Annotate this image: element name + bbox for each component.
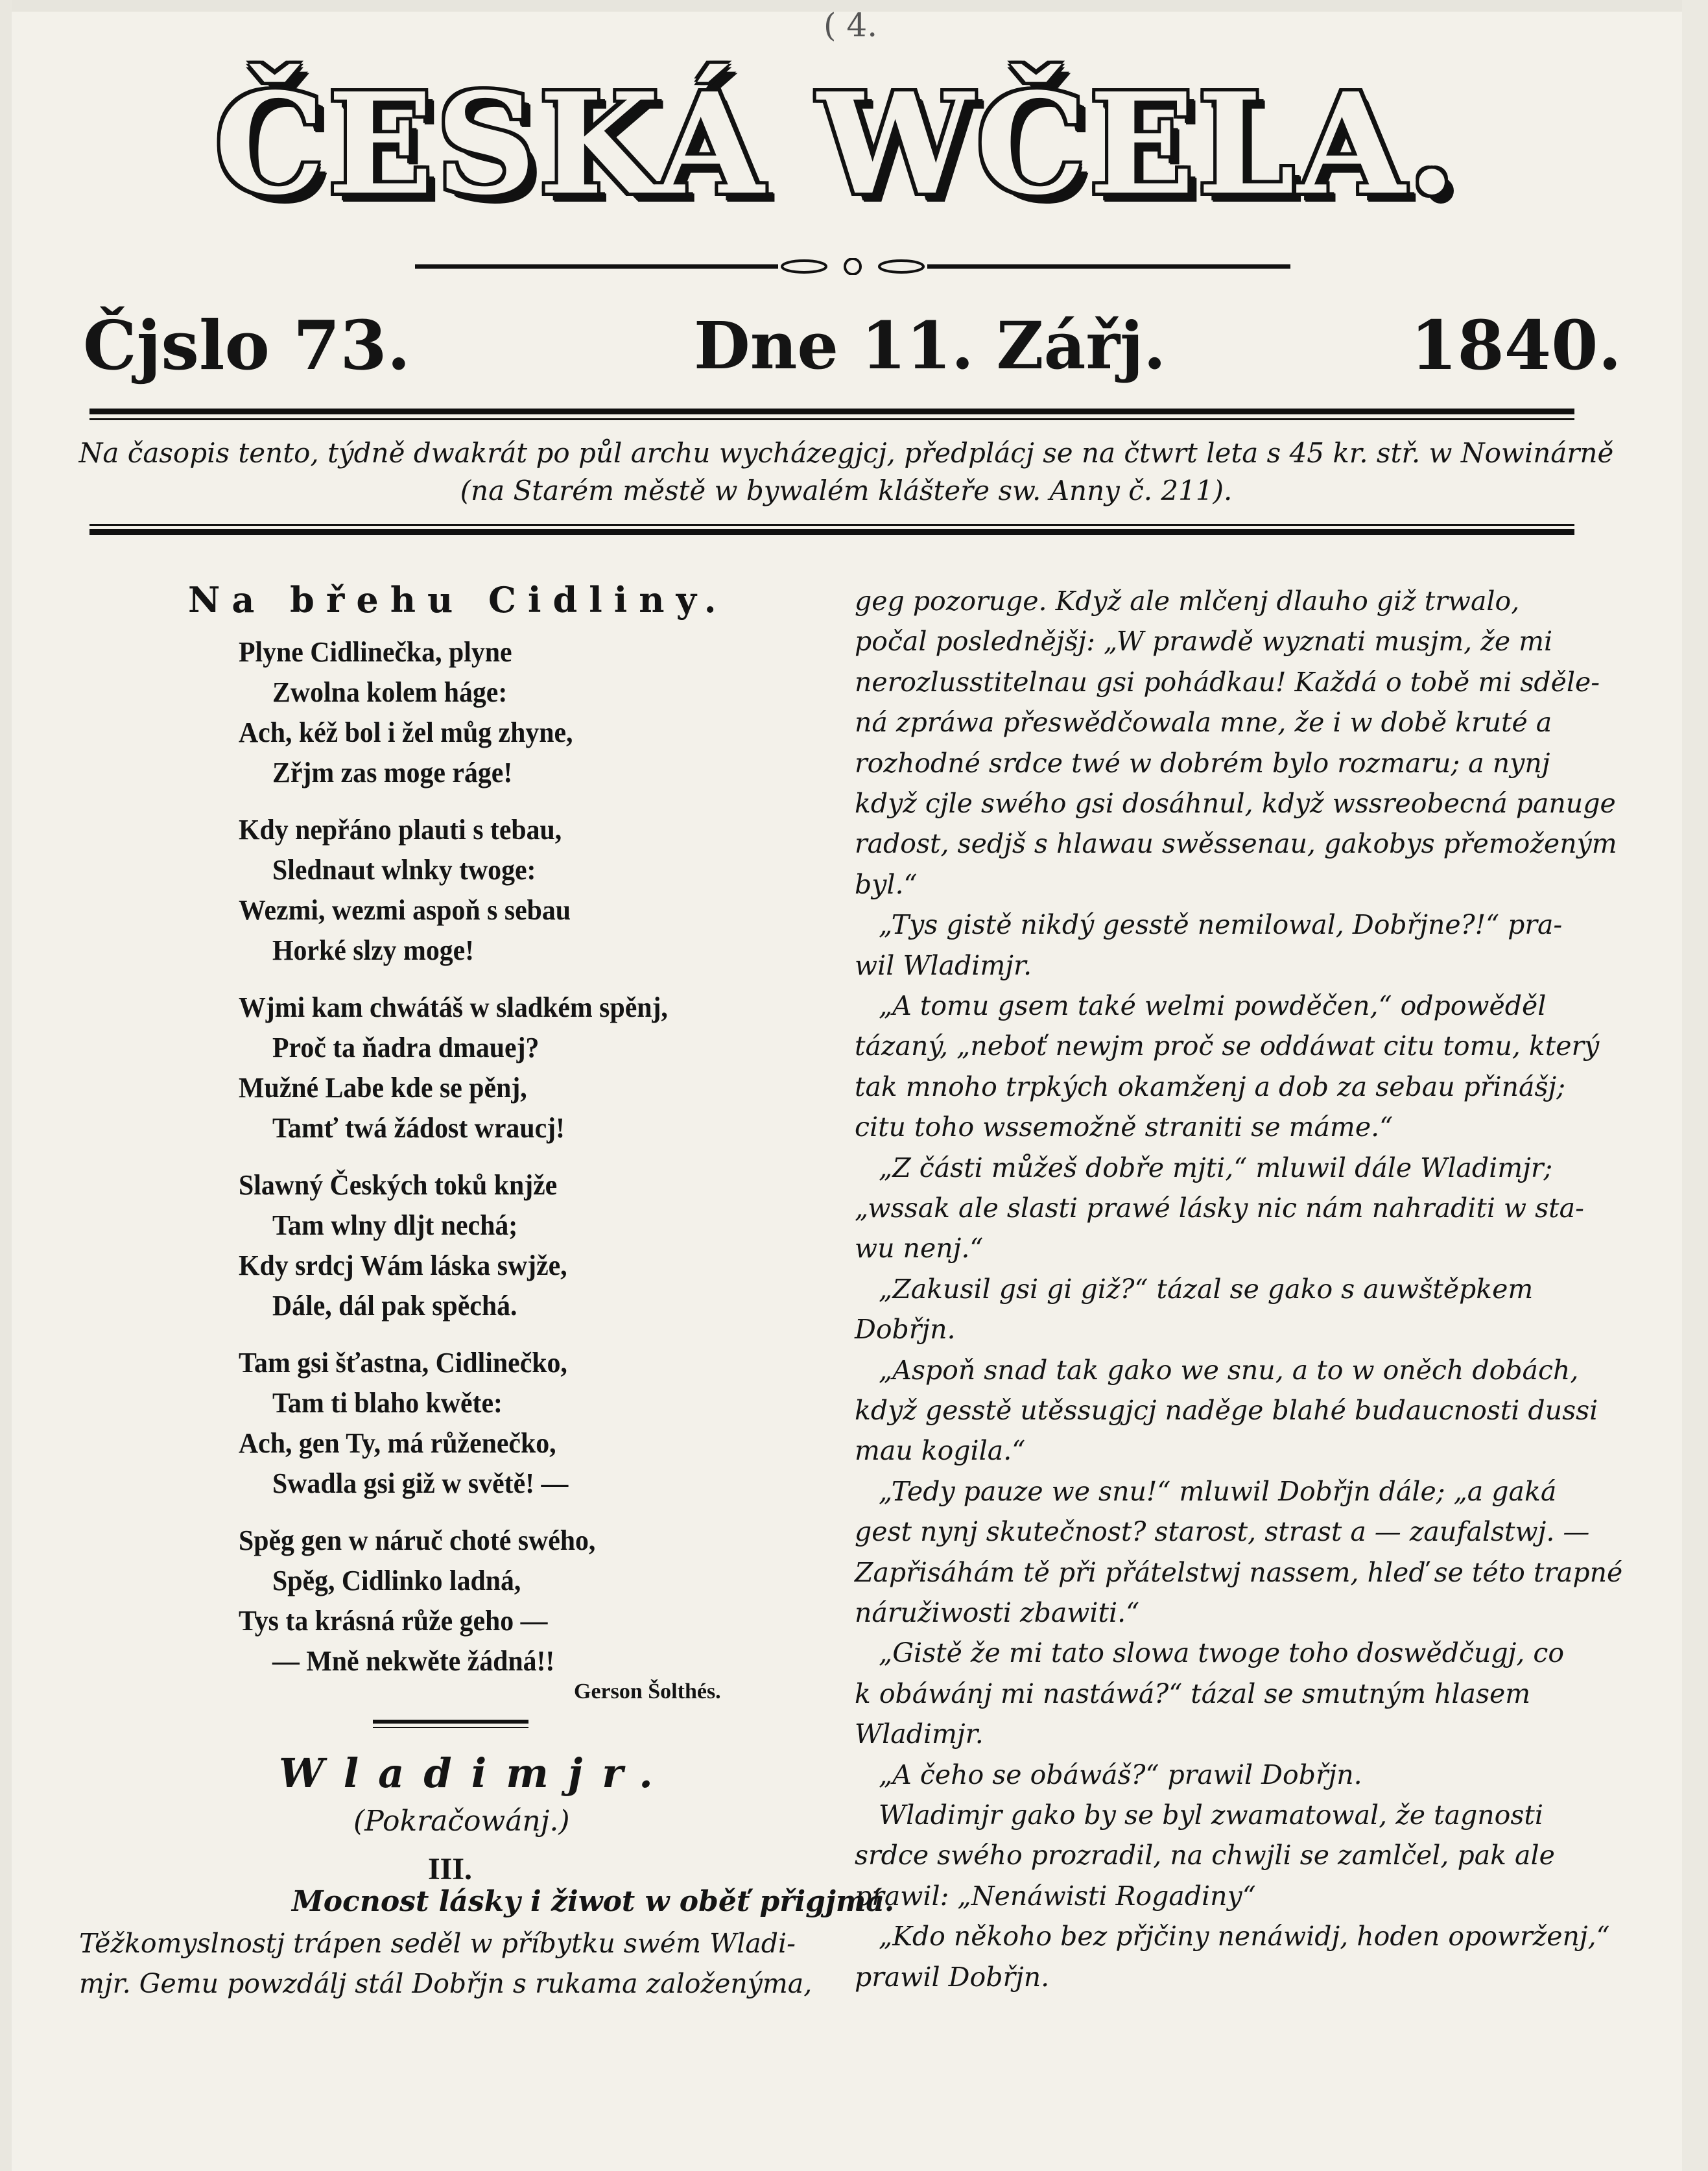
story-right-line: Zapřisáhám tě při přátelstwj nassem, hleď se této trapné — [855, 1557, 1623, 1588]
story-right-line: počal poslednějšj: „W prawdě wyznati musjm, že mi — [855, 626, 1553, 657]
poem-line: Tys ta krásná růže geho — — [239, 1605, 548, 1637]
story-right-line: „Zakusil gsi gi giž?“ tázal se gako s auwštěpkem — [879, 1274, 1534, 1305]
scan-edge-right — [1682, 0, 1708, 2171]
story-right-line: citu toho wssemožně straniti se máme.“ — [855, 1111, 1394, 1143]
poem-line: Mužné Labe kde se pěnj, — [239, 1072, 527, 1104]
rule-mid-thin — [89, 524, 1574, 526]
story-right-line: Wladimjr gako by se byl zwamatowal, že tagnosti — [879, 1799, 1543, 1831]
story-right-line: wu nenj.“ — [855, 1233, 984, 1264]
poem-line: Ach, kéž bol i žel můg zhyne, — [239, 717, 573, 748]
poem-line: Zwolna kolem háge: — [272, 676, 508, 708]
story-left-line-1: Těžkomyslnostj trápen seděl w příbytku swém Wladi- — [79, 1928, 796, 1959]
poem-line: Swadla gsi giž w světě! — — [272, 1467, 569, 1499]
poem-line: Slawný Českých toků knjže — [239, 1169, 558, 1201]
story-right-line: byl.“ — [855, 869, 918, 900]
poem-line: Proč ta ňadra dmauej? — [272, 1032, 540, 1063]
poem-line: Zřjm zas moge ráge! — [272, 757, 513, 789]
poem-line: Kdy nepřáno plauti s tebau, — [239, 814, 562, 846]
rule-mid-thick — [89, 529, 1574, 535]
story-right-line: „A tomu gsem také welmi powděčen,“ odpowěděl — [879, 990, 1547, 1021]
poem-line: — Mně nekwěte žádná!! — [272, 1645, 555, 1677]
section-divider-thin — [373, 1727, 528, 1728]
story-right-line: „wssak ale slasti prawé lásky nic nám nahraditi w sta- — [855, 1192, 1584, 1224]
issue-year: 1840. — [1410, 305, 1622, 385]
story-title: Wladimjr. — [279, 1750, 672, 1797]
poem-line: Horké slzy moge! — [272, 934, 475, 966]
poem-title: Na břehu Cidliny. — [188, 579, 728, 621]
story-right-line: „Aspoň snad tak gako we snu, a to w oněch dobách, — [879, 1355, 1579, 1386]
story-continued: (Pokračowánj.) — [353, 1805, 570, 1838]
story-right-line: prawil: „Nenáwisti Rogadiny“ — [855, 1880, 1256, 1912]
poem-line: Spěg gen w náruč choté swého, — [239, 1524, 596, 1556]
story-right-line: „Kdo někoho bez přjčiny nenáwidj, hoden opowrženj,“ — [879, 1921, 1610, 1952]
masthead-ornament — [415, 258, 1290, 275]
page-mark: ( 4. — [824, 6, 878, 44]
story-right-line: radost, sedjš s hlawau swěssenau, gakobys přemoženým — [855, 828, 1617, 859]
poem-line: Tam wlny dljt nechá; — [272, 1209, 518, 1241]
story-right-line: prawil Dobřjn. — [855, 1962, 1050, 1993]
poem-author: Gerson Šolthés. — [574, 1679, 721, 1703]
issue-date: Dne 11. Zářj. — [694, 307, 1167, 384]
poem-line: Dále, dál pak spěchá. — [272, 1290, 517, 1322]
subscription-notice — [71, 434, 1621, 510]
story-left-line-2: mjr. Gemu powzdálj stál Dobřjn s rukama založenýma, — [79, 1968, 812, 1999]
poem-line: Spěg, Cidlinko ladná, — [272, 1565, 521, 1596]
story-right-line: Wladimjr. — [855, 1718, 984, 1750]
poem-line: Wezmi, wezmi aspoň s sebau — [239, 894, 571, 926]
story-right-line: mau kogila.“ — [855, 1435, 1026, 1466]
story-right-line: tak mnoho trpkých okamženj a dob za sebau přinášj; — [855, 1071, 1566, 1102]
chapter-number: III. — [428, 1852, 473, 1886]
story-right-line: „A čeho se obáwáš?“ prawil Dobřjn. — [879, 1759, 1362, 1790]
story-right-line: nerozlusstitelnau gsi pohádkau! Každá o tobě mi sděle- — [855, 667, 1600, 698]
story-right-line: když gesstě utěssugjcj naděge blahé budaucnosti dussi — [855, 1395, 1598, 1426]
story-right-line: když cjle swého gsi dosáhnul, když wssreobecná panuge — [855, 788, 1616, 819]
poem-line: Kdy srdcj Wám láska swjže, — [239, 1250, 567, 1281]
poem-line: Ach, gen Ty, má růženečko, — [239, 1427, 556, 1459]
chapter-motto: Mocnost lásky i žiwot w oběť přigjmá. — [292, 1885, 895, 1918]
story-right-line: wil Wladimjr. — [855, 950, 1032, 981]
story-right-line: náružiwosti zbawiti.“ — [855, 1597, 1140, 1628]
section-divider — [373, 1720, 528, 1724]
poem-line: Slednaut wlnky twoge: — [272, 854, 536, 886]
subscription-line-2: (na Starém městě w bywalém klášteře sw. Anny č. 211). — [460, 475, 1233, 506]
story-right-line: srdce swého prozradil, na chwjli se zamlčel, pak ale — [855, 1840, 1555, 1871]
story-right-line: ná zpráwa přeswědčowala mne, že i w době kruté a — [855, 707, 1552, 738]
story-right-line: gest nynj skutečnost? starost, strast a — zaufalstwj. — — [855, 1516, 1590, 1547]
masthead-title: ČESKÁ WČELA. — [214, 63, 1459, 226]
story-right-line: rozhodné srdce twé w dobrém bylo rozmaru; a nynj — [855, 748, 1550, 779]
story-right-line: „Gistě že mi tato slowa twoge toho doswědčugj, co — [879, 1637, 1565, 1668]
story-right-line: „Z části můžeš dobře mjti,“ mluwil dále Wladimjr; — [879, 1152, 1553, 1183]
scan-edge-left — [0, 0, 12, 2171]
story-right-line: „Tys gistě nikdý gesstě nemilowal, Dobřjne?!“ pra- — [879, 909, 1563, 940]
poem-line: Tam ti blaho kwěte: — [272, 1387, 503, 1419]
story-right-line: „Tedy pauze we snu!“ mluwil Dobřjn dále; „a gaká — [879, 1476, 1557, 1507]
story-right-line: k obáwánj mi nastáwá?“ tázal se smutným hlasem — [855, 1678, 1531, 1709]
poem-line: Tamť twá žádost wraucj! — [272, 1112, 565, 1144]
poem-line: Tam gsi šťastna, Cidlinečko, — [239, 1347, 567, 1379]
story-right-line: tázaný, „neboť newjm proč se oddáwat citu tomu, který — [855, 1030, 1600, 1062]
poem-line: Plyne Cidlinečka, plyne — [239, 636, 512, 668]
rule-top-thin — [89, 418, 1574, 420]
issue-number: Čjslo 73. — [83, 305, 410, 385]
rule-top-thick — [89, 409, 1574, 414]
poem-line: Wjmi kam chwátáš w sladkém spěnj, — [239, 991, 668, 1023]
subscription-line-1: Na časopis tento, týdně dwakrát po půl archu wycházegjcj, předplácj se na čtwrt leta s 45 kr. stř. w Nowinárně — [78, 437, 1614, 469]
story-right-line: Dobřjn. — [855, 1314, 956, 1345]
story-right-line: geg pozoruge. Když ale mlčenj dlauho giž trwalo, — [855, 586, 1520, 617]
